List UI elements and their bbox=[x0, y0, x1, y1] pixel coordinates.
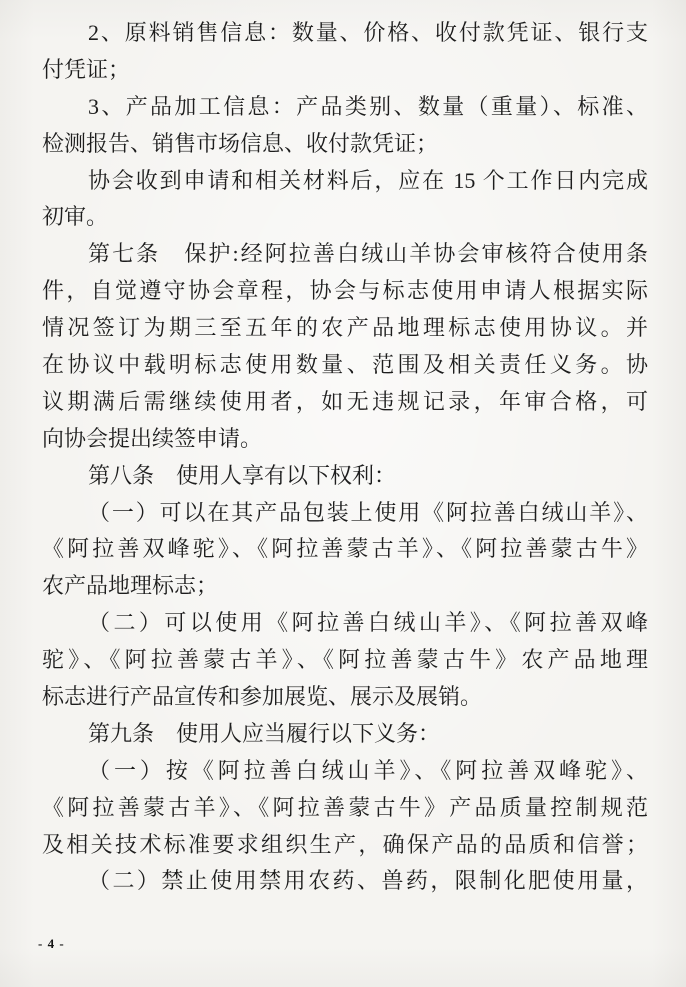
document-line: 及相关技术标准要求组织生产，确保产品的品质和信誉； bbox=[42, 831, 648, 857]
document-line: 付凭证； bbox=[42, 56, 131, 82]
document-line: 3、产品加工信息：产品类别、数量（重量）、标准、 bbox=[88, 93, 648, 119]
document-line: 情况签订为期三至五年的农产品地理标志使用协议。并 bbox=[42, 315, 648, 341]
document-line: 在协议中载明标志使用数量、范围及相关责任义务。协 bbox=[42, 352, 648, 378]
document-line: 议期满后需继续使用者，如无违规记录，年审合格，可 bbox=[42, 388, 648, 414]
document-line: 件，自觉遵守协会章程，协会与标志使用申请人根据实际 bbox=[42, 278, 648, 304]
document-line: 向协会提出续签申请。 bbox=[42, 425, 263, 451]
document-line: 第九条 使用人应当履行以下义务： bbox=[88, 720, 441, 746]
document-line: 第七条 保护:经阿拉善白绒山羊协会审核符合使用条 bbox=[88, 241, 648, 267]
document-line: 《阿拉善蒙古羊》、《阿拉善蒙古牛》产品质量控制规范 bbox=[42, 794, 648, 820]
document-line: （一）按《阿拉善白绒山羊》、《阿拉善双峰驼》、 bbox=[88, 757, 648, 783]
document-line: （一）可以在其产品包装上使用《阿拉善白绒山羊》、 bbox=[88, 499, 648, 525]
document-line: 检测报告、销售市场信息、收付款凭证； bbox=[42, 130, 439, 156]
document-line: 第八条 使用人享有以下权利： bbox=[88, 462, 397, 488]
document-line: 《阿拉善双峰驼》、《阿拉善蒙古羊》、《阿拉善蒙古牛》 bbox=[42, 536, 648, 562]
document-line: 农产品地理标志； bbox=[42, 573, 219, 599]
document-line: 初审。 bbox=[42, 204, 109, 230]
page-number: - 4 - bbox=[38, 936, 65, 951]
document-line: （二）禁止使用禁用农药、兽药，限制化肥使用量， bbox=[88, 868, 648, 894]
document-line: 标志进行产品宣传和参加展览、展示及展销。 bbox=[42, 684, 483, 710]
document-line: 2、原料销售信息：数量、价格、收付款凭证、银行支 bbox=[88, 20, 648, 45]
document-line: 驼》、《阿拉善蒙古羊》、《阿拉善蒙古牛》农产品地理 bbox=[42, 647, 648, 673]
document-body bbox=[42, 15, 648, 900]
document-line: 协会收到申请和相关材料后，应在 15 个工作日内完成 bbox=[88, 167, 648, 193]
document-line: （二）可以使用《阿拉善白绒山羊》、《阿拉善双峰 bbox=[88, 610, 648, 636]
